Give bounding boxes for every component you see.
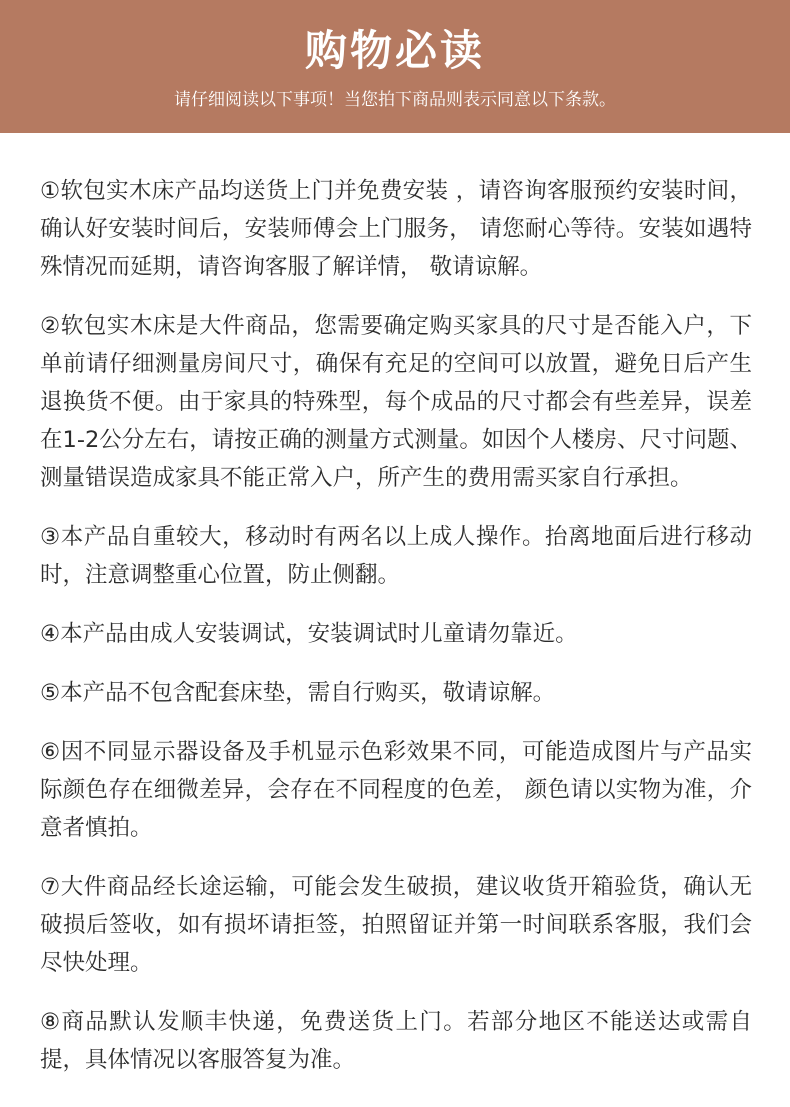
notice-item-3: ③本产品自重较大，移动时有两名以上成人操作。抬离地面后进行移动时，注意调整重心位置，防止侧翻。 xyxy=(40,524,752,588)
notice-item-5: ⑤本产品不包含配套床垫，需自行购买，敬请谅解。 xyxy=(40,680,556,706)
notice-item-4: ④本产品由成人安装调试，安装调试时儿童请勿靠近。 xyxy=(40,621,578,647)
notice-item-2: ②软包实木床是大件商品，您需要确定购买家具的尺寸是否能入户，下单前请仔细测量房间尺寸，确保有充足的空间可以放置，避免日后产生退换货不便。由于家具的特殊型，每个成品的尺寸都会有些差异，误差在1-2公分左右，请按正确的测量方式测量。如因个人楼房、尺寸问题、测量错误造成家具不能正常入户，所产生的费用需买家自行承担。 xyxy=(40,313,752,491)
notice-list xyxy=(0,133,790,1079)
notice-item-7: ⑦大件商品经长途运输，可能会发生破损，建议收货开箱验货，确认无破损后签收，如有损坏请拒签，拍照留证并第一时间联系客服，我们会尽快处理。 xyxy=(40,874,752,976)
header-banner xyxy=(0,0,790,133)
page-subtitle: 请仔细阅读以下事项！当您拍下商品则表示同意以下条款。 xyxy=(174,90,616,110)
notice-item-1: ①软包实木床产品均送货上门并免费安装 ，请咨询客服预约安装时间，确认好安装时间后，安装师傅会上门服务， 请您耐心等待。安装如遇特殊情况而延期，请咨询客服了解详情， 敬请谅解。 xyxy=(40,178,752,280)
notice-item-8: ⑧商品默认发顺丰快递，免费送货上门。若部分地区不能送达或需自提，具体情况以客服答复为准。 xyxy=(40,1009,752,1073)
notice-item-6: ⑥因不同显示器设备及手机显示色彩效果不同，可能造成图片与产品实际颜色存在细微差异，会存在不同程度的色差， 颜色请以实物为准，介意者慎拍。 xyxy=(40,739,752,841)
page-title: 购物必读 xyxy=(304,26,485,75)
